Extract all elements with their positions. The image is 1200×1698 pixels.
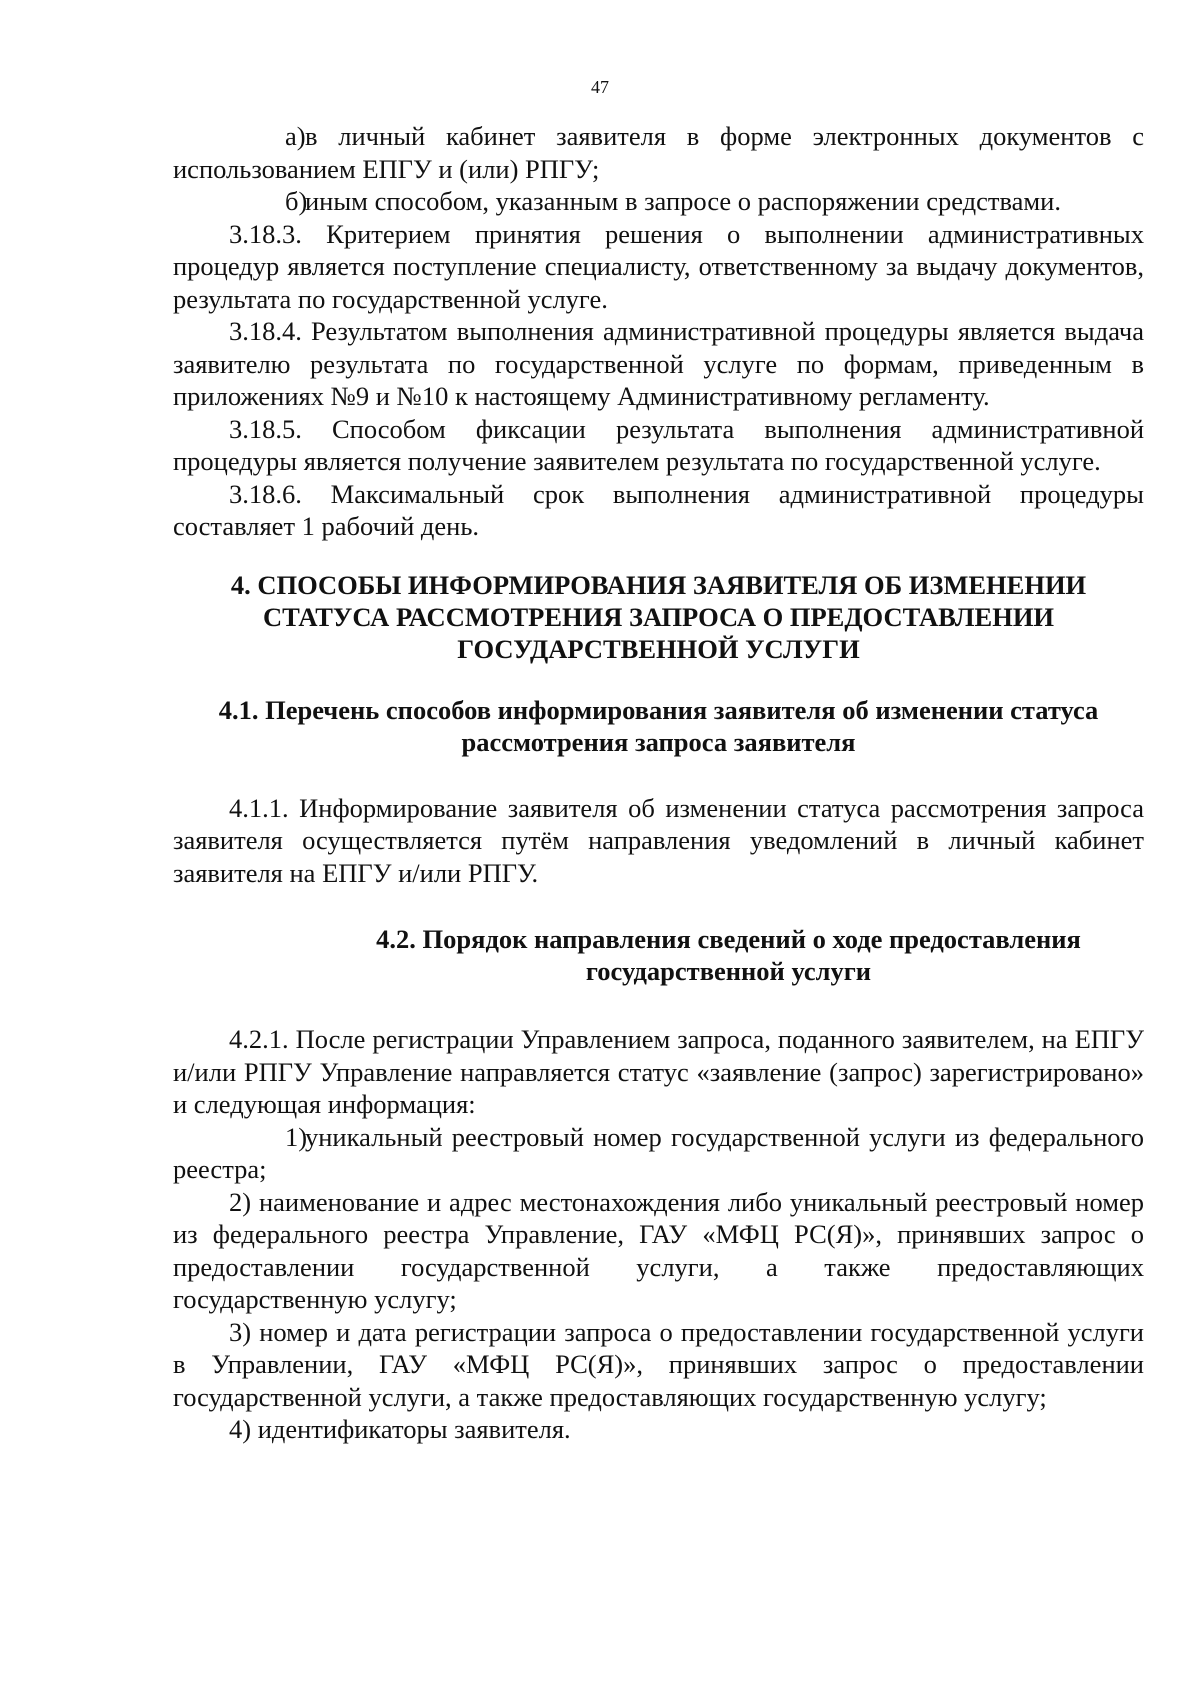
paragraph-item-1-text: уникальный реестровый номер государственной услуги из федерального реестра; <box>173 1121 1144 1184</box>
paragraph-4-2-1: 4.2.1. После регистрации Управлением запроса, поданного заявителем, на ЕПГУ и/или РПГУ Управление направляется статус «заявление (запрос) зарегистрировано» и следующая информация: <box>173 1024 1144 1119</box>
section-4-heading <box>173 569 1144 665</box>
paragraph-a-text: в личный кабинет заявителя в форме электронных документов с использованием ЕПГУ и (или) РПГУ; <box>173 121 1144 184</box>
list-marker-a: а) <box>285 121 306 151</box>
section-4-heading-line-1: 4. СПОСОБЫ ИНФОРМИРОВАНИЯ ЗАЯВИТЕЛЯ ОБ ИЗМЕНЕНИИ <box>230 569 1087 600</box>
paragraph-item-3: 3) номер и дата регистрации запроса о предоставлении государственной услуги в Управлении, ГАУ «МФЦ РС(Я)», принявших запрос о предоставлении государственной услуги, а также предоставляющих государственную услугу; <box>173 1316 1144 1412</box>
paragraph-a <box>173 120 1144 185</box>
paragraph-3-18-6: 3.18.6. Максимальный срок выполнения административной процедуры составляет 1 рабочий день. <box>173 478 1144 541</box>
subsection-4-1-heading-line-1: 4.1. Перечень способов информирования заявителя об изменении статуса <box>218 694 1099 725</box>
list-marker-b: б) <box>285 186 308 216</box>
paragraph-item-2: 2) наименование и адрес местонахождения либо уникальный реестровый номер из федерального реестра Управление, ГАУ «МФЦ РС(Я)», принявших запрос о предоставлении государственной услуги, а также предоставляющих государственную услугу; <box>173 1186 1144 1314</box>
paragraph-4-1-1: 4.1.1. Информирование заявителя об изменении статуса рассмотрения запроса заявителя осуществляется путём направления уведомлений в личный кабинет заявителя на ЕПГУ и/или РПГУ. <box>173 792 1144 888</box>
paragraph-item-4: 4) идентификаторы заявителя. <box>229 1414 571 1444</box>
subsection-4-2-heading-line-1: 4.2. Порядок направления сведений о ходе предоставления <box>376 924 1081 954</box>
subsection-4-1-heading <box>173 694 1144 758</box>
paragraph-item-1 <box>173 1121 1144 1186</box>
section-4-heading-line-3: ГОСУДАРСТВЕННОЙ УСЛУГИ <box>457 633 860 664</box>
subsection-4-2-heading-line-2: государственной услуги <box>585 956 872 986</box>
list-marker-1: 1) <box>285 1121 308 1152</box>
paragraph-b-text: иным способом, указанным в запросе о распоряжении средствами. <box>305 186 1061 216</box>
subsection-4-2-heading <box>173 923 1144 987</box>
paragraph-3-18-4: 3.18.4. Результатом выполнения административной процедуры является выдача заявителю результата по государственной услуге по формам, приведенным в приложениях №9 и №10 к настоящему Административному регламенту. <box>173 316 1144 411</box>
page-number: 47 <box>591 77 609 97</box>
document-body <box>173 120 1144 1446</box>
subsection-4-1-heading-line-2: рассмотрения запроса заявителя <box>461 726 856 757</box>
paragraph-3-18-3: 3.18.3. Критерием принятия решения о выполнении административных процедур является поступление специалисту, ответственному за выдачу документов, результата по государственной услуге. <box>173 218 1144 314</box>
section-4-heading-line-2: СТАТУСА РАССМОТРЕНИЯ ЗАПРОСА О ПРЕДОСТАВЛЕНИИ <box>262 601 1055 632</box>
paragraph-3-18-5: 3.18.5. Способом фиксации результата выполнения административной процедуры является получение заявителем результата по государственной услуге. <box>173 413 1144 476</box>
paragraph-b <box>173 185 1144 218</box>
